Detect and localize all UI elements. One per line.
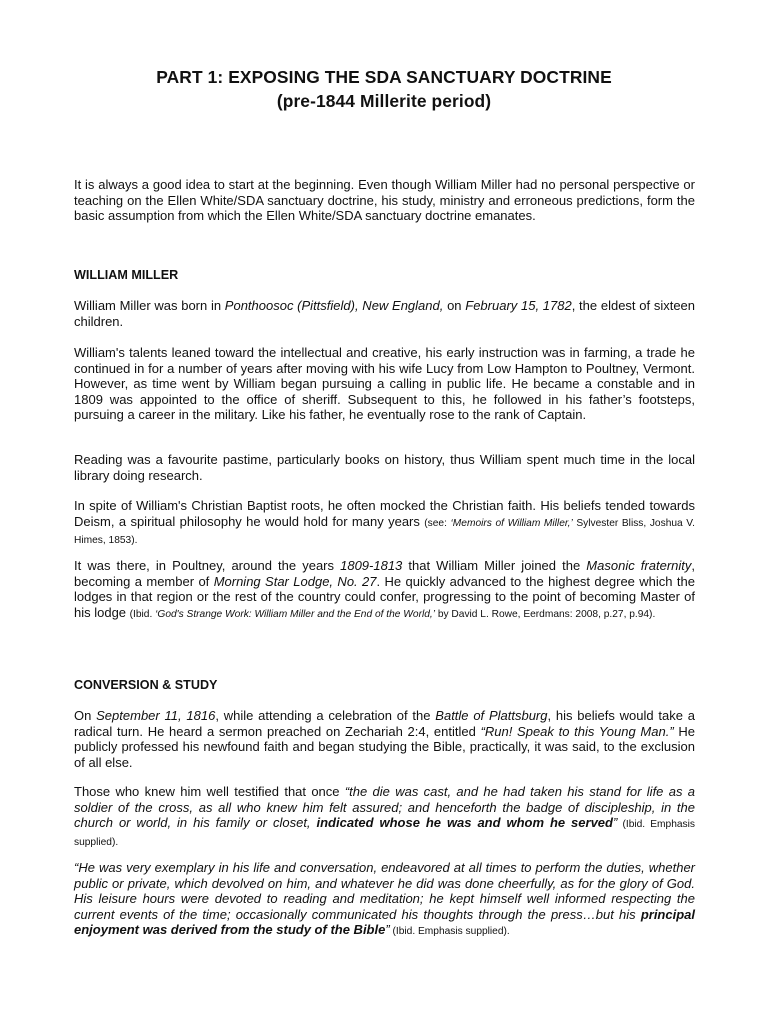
masonic-paragraph: It was there, in Poultney, around the years 1809-1813 that William Miller joined the Masonic fraternity, becoming a member of Morning Star Lodge, No. 27. He quickly advanced to the highest degree which the lodges in that region or the rest of the country could confer, progressing to the point of becoming Master of his lodge (Ibid. ‘God's Strange Work: William Miller and the End of the World,’ by David L. Rowe, Eerdmans: 2008, p.27, p.94). (74, 558, 696, 620)
conversion-paragraph: On September 11, 1816, while attending a celebration of the Battle of Plattsburg, his beliefs would take a radical turn. He heard a sermon preached on Zechariah 2:4, entitled “Run! Speak to this Young Man.” He publicly professed his newfound faith and began studying the Bible, practically, it was said, to the exclusion of all else. (74, 708, 695, 770)
document-subtitle: (pre-1844 Millerite period) (276, 91, 492, 111)
testimony-paragraph: Those who knew him well testified that once “the die was cast, and he had taken his stand for life as a soldier of the cross, as all who knew him felt assured; and henceforth the badge of discipleship, in the church or world, in his family or closet, indicated whose he was and whom he served” (Ibid. Emphasis supplied). (74, 784, 695, 848)
exemplary-quote-paragraph: “He was very exemplary in his life and conversation, endeavored at all times to perform the duties, whether public or private, which devolved on him, and whatever he did was done cheerfully, as for the glory of God. His leisure hours were devoted to reading and meditation; he kept himself well informed respecting the current events of the time; occasionally communicated his thoughts through the press…but his principal enjoyment was derived from the study of the Bible” (Ibid. Emphasis supplied). (74, 860, 695, 938)
deism-paragraph: In spite of William's Christian Baptist roots, he often mocked the Christian faith. His beliefs tended towards Deism, a spiritual philosophy he would hold for many years (see: ‘Memoirs of William Miller,’ Sylvester Bliss, Joshua V. Himes, 1853). (74, 498, 695, 547)
section-heading-william-miller: WILLIAM MILLER (74, 268, 179, 282)
document-title: PART 1: EXPOSING THE SDA SANCTUARY DOCTRINE (156, 67, 612, 87)
section-heading-conversion-study: CONVERSION & STUDY (74, 678, 218, 692)
reading-paragraph: Reading was a favourite pastime, particularly books on history, thus William spent much time in the local library doing research. (74, 452, 695, 483)
birth-paragraph: William Miller was born in Ponthoosoc (Pittsfield), New England, on February 15, 1782, the eldest of sixteen children. (74, 298, 696, 329)
talents-paragraph: William's talents leaned toward the intellectual and creative, his early instruction was in farming, a trade he continued in for a number of years after moving with his wife Lucy from Low Hampton to Poultney, Vermont. However, as time went by William began pursuing a calling in public life. He became a constable and in 1809 was appointed to the office of sheriff. Subsequent to this, he followed in his father’s footsteps, pursuing a career in the military. Like his father, he eventually rose to the rank of Captain. (74, 345, 695, 423)
intro-paragraph: It is always a good idea to start at the beginning. Even though William Miller had no personal perspective or teaching on the Ellen White/SDA sanctuary doctrine, his study, ministry and erroneous predictions, form the basic assumption from which the Ellen White/SDA sanctuary doctrine emanates. (74, 177, 695, 224)
